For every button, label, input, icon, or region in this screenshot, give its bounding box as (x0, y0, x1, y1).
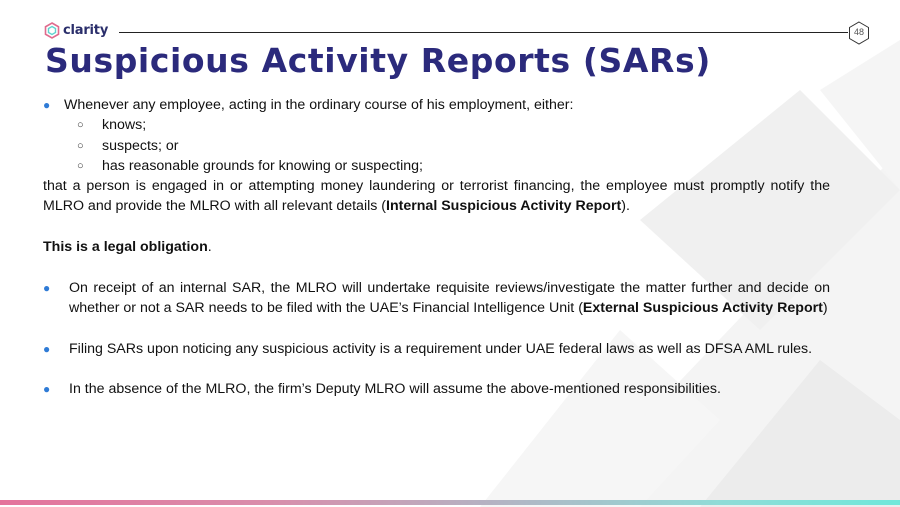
bullet-dot: ● (43, 382, 51, 397)
sub-item-text: has reasonable grounds for knowing or suspecting; (102, 157, 423, 174)
sub-item-suspects (43, 136, 830, 156)
brand-logo (44, 22, 108, 39)
sub-bullet-circle: ○ (77, 159, 84, 172)
slide-title: Suspicious Activity Reports (SARs) (45, 41, 711, 80)
paragraph-obligation: that a person is engaged in or attempting money laundering or terrorist financing, the employee must promptly notify the MLRO and provide the MLRO with all relevant details (Internal Suspicious Activity Report). (43, 178, 830, 215)
sub-item-text: knows; (102, 117, 147, 134)
sub-bullet-circle: ○ (77, 119, 84, 132)
external-sar-term: External Suspicious Activity Report (582, 299, 823, 316)
header-divider (119, 32, 848, 33)
bottom-gradient-bar (0, 500, 900, 505)
bullet-dot: ● (43, 98, 51, 112)
bullet-mlro-review: ● On receipt of an internal SAR, the MLRO will undertake requisite reviews/investigate the matter further and decide on whether or not a SAR needs to be filed with the UAE’s Financial Intelligence Unit (External Suspicious Activity Report) (43, 279, 830, 316)
bullet-dot: ● (43, 341, 51, 356)
legal-obligation-note: This is a legal obligation. (43, 239, 212, 256)
logo-text: clarity (63, 23, 109, 38)
slide-body (43, 95, 830, 399)
sub-item-grounds (43, 156, 830, 176)
internal-sar-term: Internal Suspicious Activity Report (386, 198, 622, 215)
bullet-filing-requirement: ● Filing SARs upon noticing any suspicious activity is a requirement under UAE federal laws as well as DFSA AML rules. (43, 339, 830, 359)
bullet-text: Whenever any employee, acting in the ordinary course of his employment, either: (64, 97, 574, 113)
sub-item-knows (43, 115, 830, 135)
bullet-intro (43, 95, 830, 115)
clarity-hexagon-icon (44, 22, 60, 39)
page-number: 48 (853, 27, 864, 37)
bullet-dot: ● (43, 280, 51, 295)
sub-bullet-circle: ○ (77, 139, 84, 152)
bullet-deputy-mlro: ● In the absence of the MLRO, the firm’s Deputy MLRO will assume the above-mentioned responsibilities. (43, 379, 830, 399)
sub-item-text: suspects; or (102, 137, 179, 154)
